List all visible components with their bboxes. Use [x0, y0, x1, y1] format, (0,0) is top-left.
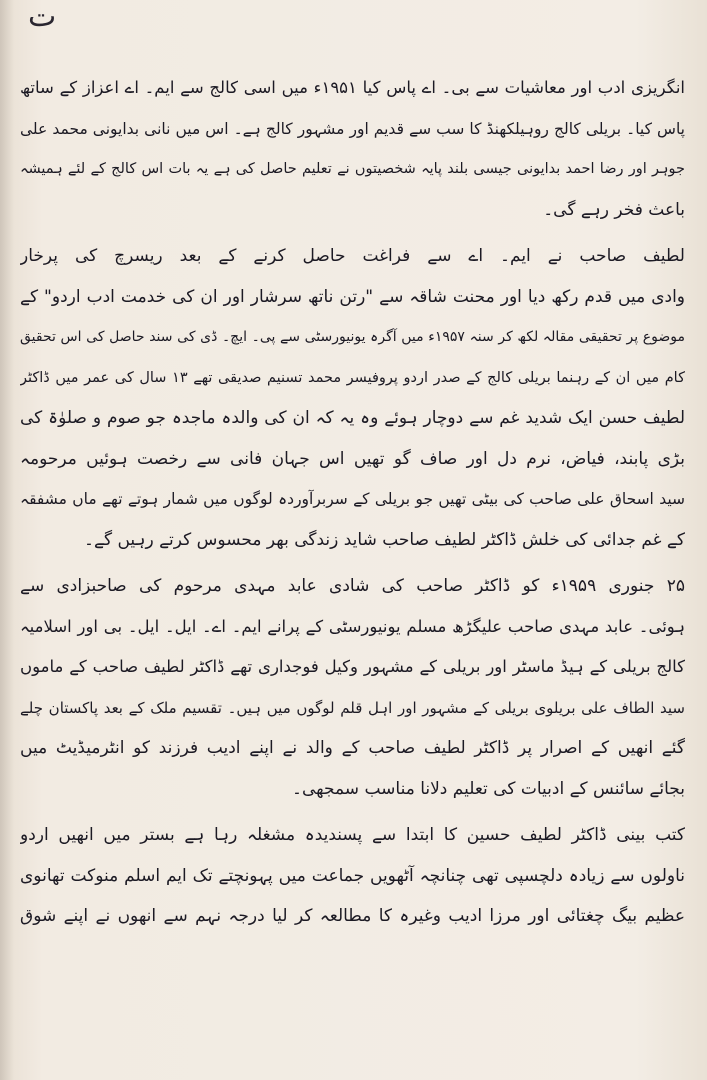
- page-number: ت: [28, 0, 57, 34]
- text-line: سید الطاف علی بریلوی بریلی کے مشہور اور اہل قلم لوگوں میں ہیں۔ تقسیم ملک کے بعد پاکستان چلے: [20, 698, 685, 717]
- text-line: لطیف صاحب نے ایم۔ اے سے فراغت حاصل کرنے کے بعد ریسرچ کی پرخار: [20, 246, 685, 266]
- text-line: کالج بریلی کے ہیڈ ماسٹر اور بریلی کے مشہور وکیل فوجداری تھے ڈاکٹر لطیف صاحب کے ماموں: [20, 657, 685, 676]
- text-line: کتب بینی ڈاکٹر لطیف حسین کا ابتدا سے پسندیدہ مشغلہ رہا ہے بستر میں انھیں اردو: [20, 825, 685, 845]
- text-line: ہوئی۔ عابد مہدی صاحب علیگڑھ مسلم یونیورسٹی کے پرانے ایم۔ اے۔ ایل۔ ایل۔ بی اور اسلامیہ: [20, 616, 685, 636]
- text-line: جوہر اور رضا احمد بدایونی جیسی بلند پایہ شخصیتوں نے تعلیم حاصل کی ہے یہ بات اس کالج کے لئے ہمیشہ: [20, 161, 685, 177]
- text-line: گئے انھیں کے اصرار پر ڈاکٹر لطیف صاحب کے والد نے اپنے ادیب فرزند کو انٹرمیڈیٹ میں: [20, 738, 685, 758]
- paragraph-4: [20, 815, 685, 937]
- body-text: [20, 68, 685, 937]
- text-line: ۲۵ جنوری ۱۹۵۹ء کو ڈاکٹر صاحب کی شادی عابد مہدی مرحوم کی صاحبزادی سے: [20, 576, 685, 596]
- text-line: موضوع پر تحقیقی مقالہ لکھ کر سنہ ۱۹۵۷ء میں آگرہ یونیورسٹی سے پی۔ ایچ۔ ڈی کی سند حاصل کی اس تحقیق: [20, 329, 685, 345]
- text-line: عظیم بیگ چغتائی اور مرزا ادیب وغیرہ کا مطالعہ کر لیا درجہ نہم سے انھوں نے اپنے شوق: [20, 906, 685, 926]
- text-line: باعث فخر رہے گی۔: [543, 199, 685, 220]
- text-line: بڑی پابند، فیاض، نرم دل اور صاف گو تھیں اس جہان فانی سے رخصت ہوئیں مرحومہ: [20, 448, 685, 469]
- text-line: کام میں ان کے رہنما بریلی کالج کے صدر اردو پروفیسر محمد تسنیم صدیقی تھے ۱۳ سال کی عمر میں ڈاکٹر: [20, 369, 685, 386]
- text-line: ناولوں سے زیادہ دلچسپی تھی چنانچہ آٹھویں جماعت میں پہونچتے تک ایم اسلم منوکت تھانوی: [20, 865, 685, 886]
- paragraph-2: [20, 236, 685, 560]
- text-line: پاس کیا۔ بریلی کالج روہیلکھنڈ کا سب سے قدیم اور مشہور کالج ہے۔ اس میں نانی بدایونی محمد علی: [20, 119, 685, 138]
- paragraph-1: [20, 68, 685, 230]
- text-line: بجائے سائنس کے ادبیات کی تعلیم دلانا مناسب سمجھی۔: [292, 778, 685, 799]
- text-line: انگریزی ادب اور معاشیات سے بی۔ اے پاس کیا ۱۹۵۱ء میں اسی کالج سے ایم۔ اے اعزاز کے ساتھ: [20, 78, 685, 97]
- paragraph-3: [20, 566, 685, 809]
- text-line: وادی میں قدم رکھ دیا اور محنت شاقہ سے "رتن ناتھ سرشار اور ان کی خدمت ادب اردو" کے: [20, 286, 685, 307]
- text-line: کے غم جدائی کی خلش ڈاکٹر لطیف صاحب شاید زندگی بھر محسوس کرتے رہیں گے۔: [84, 529, 685, 550]
- binding-shadow: [0, 0, 14, 1080]
- text-line: لطیف حسن ایک شدید غم سے دوچار ہوئے وہ یہ کہ ان کی والدہ ماجدہ جو صوم و صلوٰۃ کی: [20, 408, 685, 428]
- text-line: سید اسحاق علی صاحب کی بیٹی تھیں جو بریلی کے سربرآوردہ لوگوں میں شمار ہوتے تھے ماں مشفقہ: [20, 490, 685, 508]
